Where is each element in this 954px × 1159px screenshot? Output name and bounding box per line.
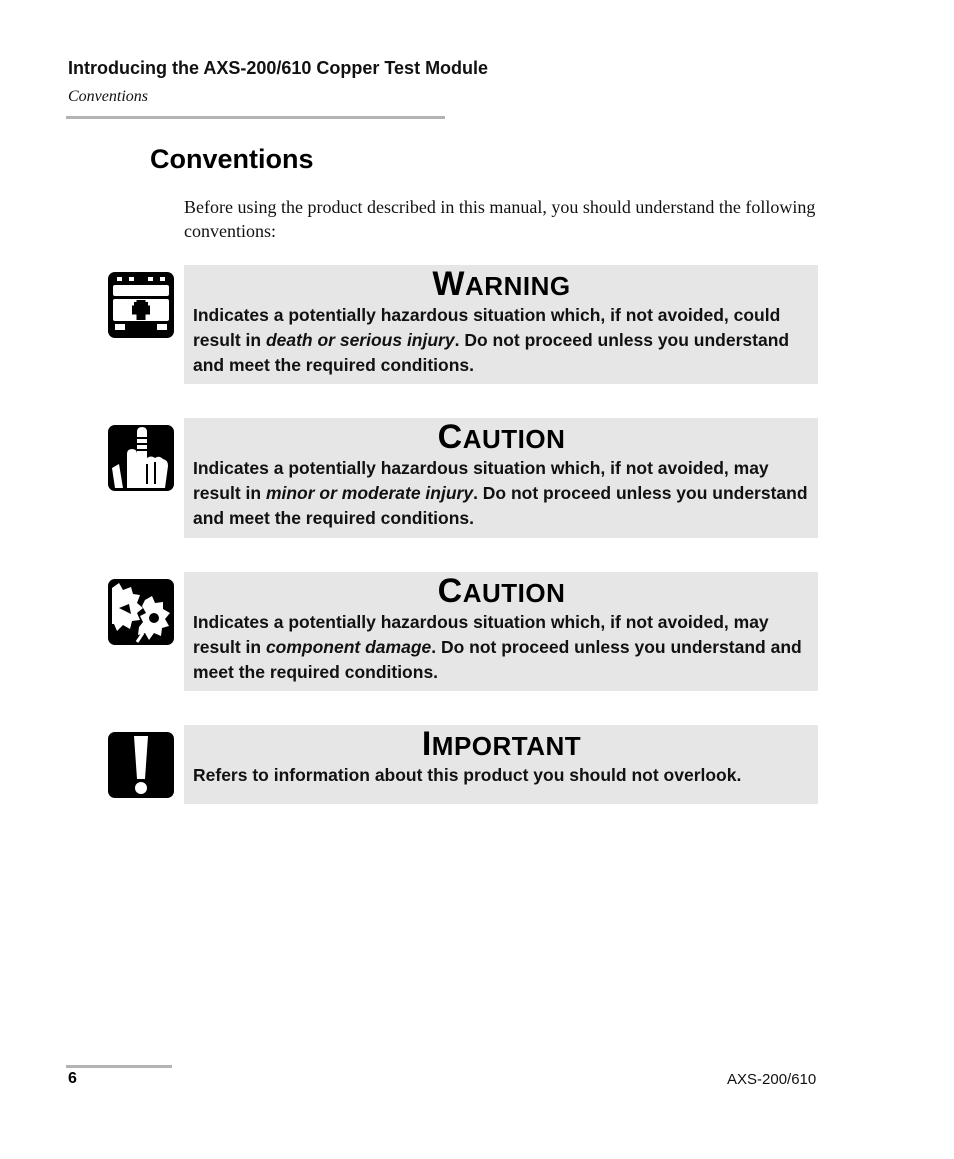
caution-injury-notice	[184, 418, 818, 538]
notice-body: Refers to information about this product you should not overlook.	[193, 765, 742, 785]
warning-notice	[184, 265, 818, 384]
exclamation-icon	[107, 731, 175, 799]
header-rule	[66, 116, 445, 119]
broken-gear-icon	[107, 578, 175, 646]
page-number: 6	[68, 1070, 77, 1087]
notice-title: CAUTION	[437, 418, 566, 456]
important-notice	[184, 725, 818, 804]
running-header-title: Introducing the AXS-200/610 Copper Test Module	[68, 58, 489, 78]
notice-title: WARNING	[432, 265, 571, 303]
section-heading: Conventions	[150, 144, 314, 174]
notice-body: Indicates a potentially hazardous situation which, if not avoided, may result in component damage. Do not proceed unless you understand and meet the required conditions.	[193, 612, 802, 682]
notice-body: Indicates a potentially hazardous situation which, if not avoided, could result in death or serious injury. Do not proceed unless you understand and meet the required conditions.	[193, 305, 790, 375]
notice-title: IMPORTANT	[421, 725, 582, 763]
notice-body: Indicates a potentially hazardous situation which, if not avoided, may result in minor or moderate injury. Do not proceed unless you understand and meet the required conditions.	[193, 458, 808, 528]
running-header-subtitle: Conventions	[68, 88, 148, 105]
intro-paragraph: Before using the product described in this manual, you should understand the following conventions:	[184, 197, 816, 241]
ambulance-icon	[107, 271, 175, 339]
footer-rule	[66, 1065, 172, 1068]
caution-damage-notice	[184, 572, 818, 691]
bandaged-finger-icon	[107, 424, 175, 492]
notice-title: CAUTION	[437, 572, 566, 610]
document-code: AXS-200/610	[727, 1071, 817, 1088]
